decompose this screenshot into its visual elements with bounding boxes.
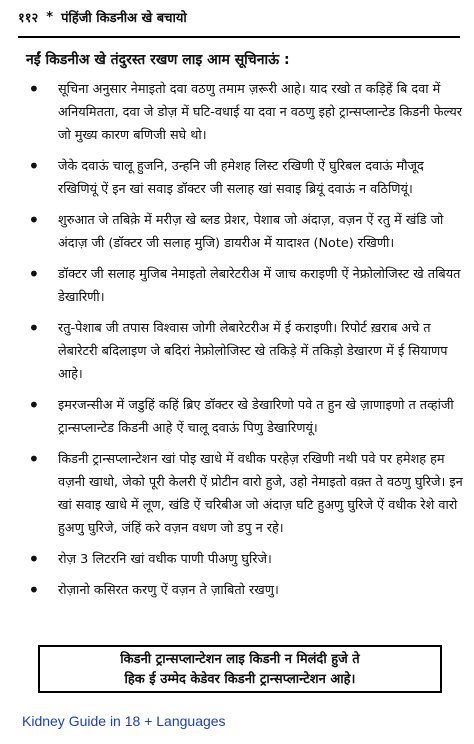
header-separator: * <box>46 9 54 25</box>
bullet-icon: • <box>28 578 40 602</box>
list-item <box>26 263 464 309</box>
list-item <box>26 155 464 201</box>
bullet-icon: • <box>28 154 40 178</box>
key-message-line-2: हिक ई उम्मेद केडेवर किडनी ट्रान्सप्लान्टेशन आहे। <box>124 672 356 687</box>
bullet-icon: • <box>28 262 40 286</box>
header-divider <box>18 36 460 38</box>
chapter-title: पंहिंजी किडनीअ खे बचायो <box>61 11 187 26</box>
bullet-icon: • <box>28 393 40 417</box>
list-item <box>26 448 464 540</box>
tip-text: रोज़ 3 लिटरनि खां वधीक पाणी पीअणु घुरिजे। <box>58 552 272 567</box>
page-header <box>18 8 460 26</box>
tip-text: शुरुआत जे तबिक़े में मरीज़ खे ब्लड प्रेशर, पेशाब जो अंदाज़, वज़न ऐं रतु में खंडि जो अंदाज़ जी (डॉक्टर जी सलाह मुजि) डायरीअ में यादाश्त (Note) रखिणी। <box>58 213 444 251</box>
tip-text: सूचिना अनुसार नेमाइतो दवा वठणु तमाम ज़रूरी आहे। याद रखो त कड़िहें बि दवा में अनियमितता, दवा जे डोज़ में घटि-वधाई या दवा न वठणु इहो ट्रान्सप्लान्टेड किडनी फेल्यर जो मुख्य कारण बणिजी सघे थो। <box>58 82 463 143</box>
list-item <box>26 579 464 602</box>
bullet-icon: • <box>28 316 40 340</box>
page-number: ११२ <box>18 11 39 26</box>
list-item <box>26 317 464 386</box>
section-title: नईं किडनीअ खे तंदुरस्त रखण लाइ आम सूचिनाऊं : <box>26 52 290 68</box>
key-message-line-1: किडनी ट्रान्सप्लान्टेशन लाइ किडनी न मिलंदी हुजे ते <box>120 652 360 667</box>
bullet-icon: • <box>28 547 40 571</box>
tip-text: डॉक्टर जी सलाह मुजिब नेमाइतो लेबारेटरीअ में जाच कराइणी ऐं नेफ्रोलोजिस्ट खे तबियत डेखारिणी। <box>58 267 461 305</box>
footer-link[interactable]: Kidney Guide in 18 + Languages <box>22 713 226 729</box>
tip-text: रोज़ानो कसिरत करणु ऐं वज़न ते ज़ाबितो रखणु। <box>58 583 279 598</box>
bullet-icon: • <box>28 447 40 471</box>
tips-list <box>26 78 464 610</box>
tip-text: जेके दवाऊं चालू हुजनि, उन्हनि जी हमेशह लिस्ट रखिणी ऐं घुरिबल दवाऊं मौजूद रखिणियूं ऐं इन खां सवाइ डॉक्टर जी सलाह खां सवाइ ब्रियूं दवाऊं न वठिणियूं। <box>58 159 424 197</box>
list-item <box>26 548 464 571</box>
tip-text: इमरजन्सीअ में जडुहिं कहिं ब्रिए डॉक्टर खे डेखारिणो पवे त हुन खे ज़ाणाइणो त तव्हांजी ट्रान्सप्लान्टेड किडनी आहे ऐं चालू दवाऊं पिणु डेखारिणयूं। <box>58 398 454 436</box>
list-item <box>26 78 464 147</box>
tip-text: किडनी ट्रान्सप्लान्टेशन खां पोइ खाधे में वधीक परहेज़ रखिणी नथी पवे पर हमेशह हम वज़नी खाधो, जेको पूरी केलरी ऐं प्रोटीन वारो हुजे, उहो नेमाइतो वक़्त ते वठणु घुरिजे। इन खां सवाइ खाधे में लूण, खंडि ऐं चरिबीअ जो अंदाज़ घटि हुअणु घुरिजे ऐं वधीक रेशे वारो हुअणु घुरिजे, जंहिं करे वज़न वधण जो डपु न रहे। <box>58 452 463 536</box>
tip-text: रतु-पेशाब जी तपास विश्वास जोगी लेबारेटरीअ में ई कराइणी। रिपोर्ट ख़राब अचे त लेबारेटरी बदिलाइण जे बदिरां नेफ्रोलोजिस्ट खे तकिड़े में तकिड़ो डेखारण में ई सियाणप आहे। <box>58 321 448 382</box>
bullet-icon: • <box>28 208 40 232</box>
list-item <box>26 394 464 440</box>
list-item <box>26 209 464 255</box>
key-message-box <box>38 645 442 693</box>
bullet-icon: • <box>28 77 40 101</box>
